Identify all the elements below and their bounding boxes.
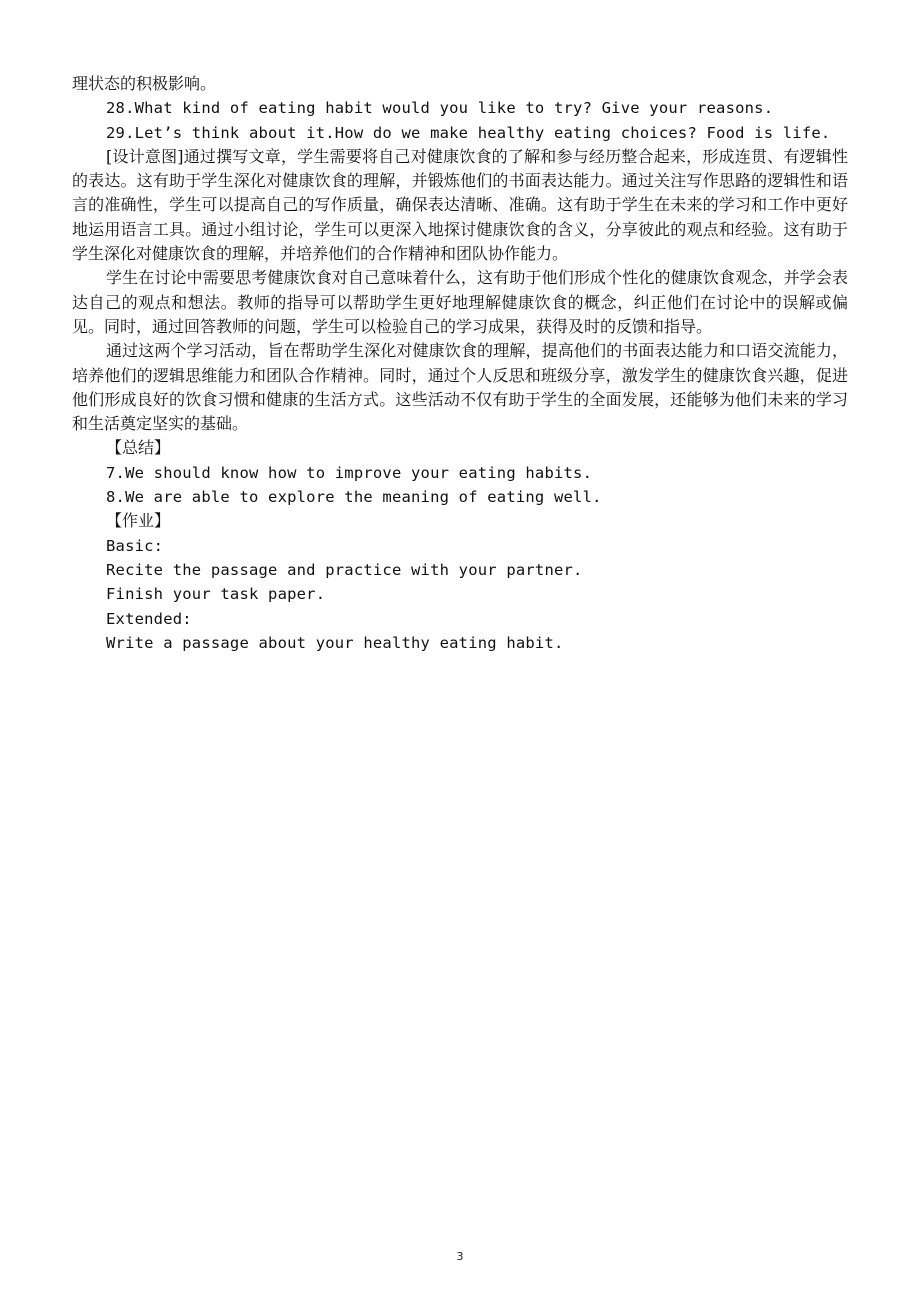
summary-heading: 【总结】 bbox=[106, 438, 171, 458]
homework-item: Recite the passage and practice with your partner. bbox=[106, 560, 583, 579]
homework-item: Write a passage about your healthy eating habit. bbox=[106, 633, 564, 652]
continuation-line: 理状态的积极影响。 bbox=[72, 74, 217, 93]
homework-item: Finish your task paper. bbox=[106, 585, 326, 604]
homework-heading: 【作业】 bbox=[106, 511, 171, 531]
summary-item: 8.We are able to explore the meaning of eating well. bbox=[106, 488, 602, 507]
homework-extended-label: Extended: bbox=[106, 609, 192, 628]
design-intent-paragraph: [设计意图]通过撰写文章，学生需要将自己对健康饮食的了解和参与经历整合起来，形成连贯、有逻辑性的表达。这有助于学生深化对健康饮食的理解，并锻炼他们的书面表达能力。通过关注写作思路的逻辑性和语言的准确性，学生可以提高自己的写作质量，确保表达清晰、准确。这有助于学生在未来的学习和工作中更好地运用语言工具。通过小组讨论，学生可以更深入地探讨健康饮食的含义，分享彼此的观点和经验。这有助于学生深化对健康饮食的理解，并培养他们的合作精神和团队协作能力。 bbox=[72, 146, 848, 264]
question-29: 29.Let’s think about it.How do we make healthy eating choices? Food is life. bbox=[106, 123, 831, 142]
summary-item: 7.We should know how to improve your eating habits. bbox=[106, 463, 593, 482]
page-content bbox=[72, 72, 848, 655]
page-number: 3 bbox=[456, 1250, 464, 1263]
question-28: 28.What kind of eating habit would you like to try? Give your reasons. bbox=[106, 99, 774, 118]
activities-summary-paragraph: 通过这两个学习活动，旨在帮助学生深化对健康饮食的理解，提高他们的书面表达能力和口语交流能力，培养他们的逻辑思维能力和团队合作精神。同时，通过个人反思和班级分享，激发学生的健康饮食兴趣，促进他们形成良好的饮食习惯和健康的生活方式。这些活动不仅有助于学生的全面发展，还能够为他们未来的学习和生活奠定坚实的基础。 bbox=[72, 341, 848, 434]
discussion-paragraph: 学生在讨论中需要思考健康饮食对自己意味着什么，这有助于他们形成个性化的健康饮食观念，并学会表达自己的观点和想法。教师的指导可以帮助学生更好地理解健康饮食的概念，纠正他们在讨论中的误解或偏见。同时，通过回答教师的问题，学生可以检验自己的学习成果，获得及时的反馈和指导。 bbox=[72, 268, 848, 336]
homework-basic-label: Basic: bbox=[106, 536, 164, 555]
